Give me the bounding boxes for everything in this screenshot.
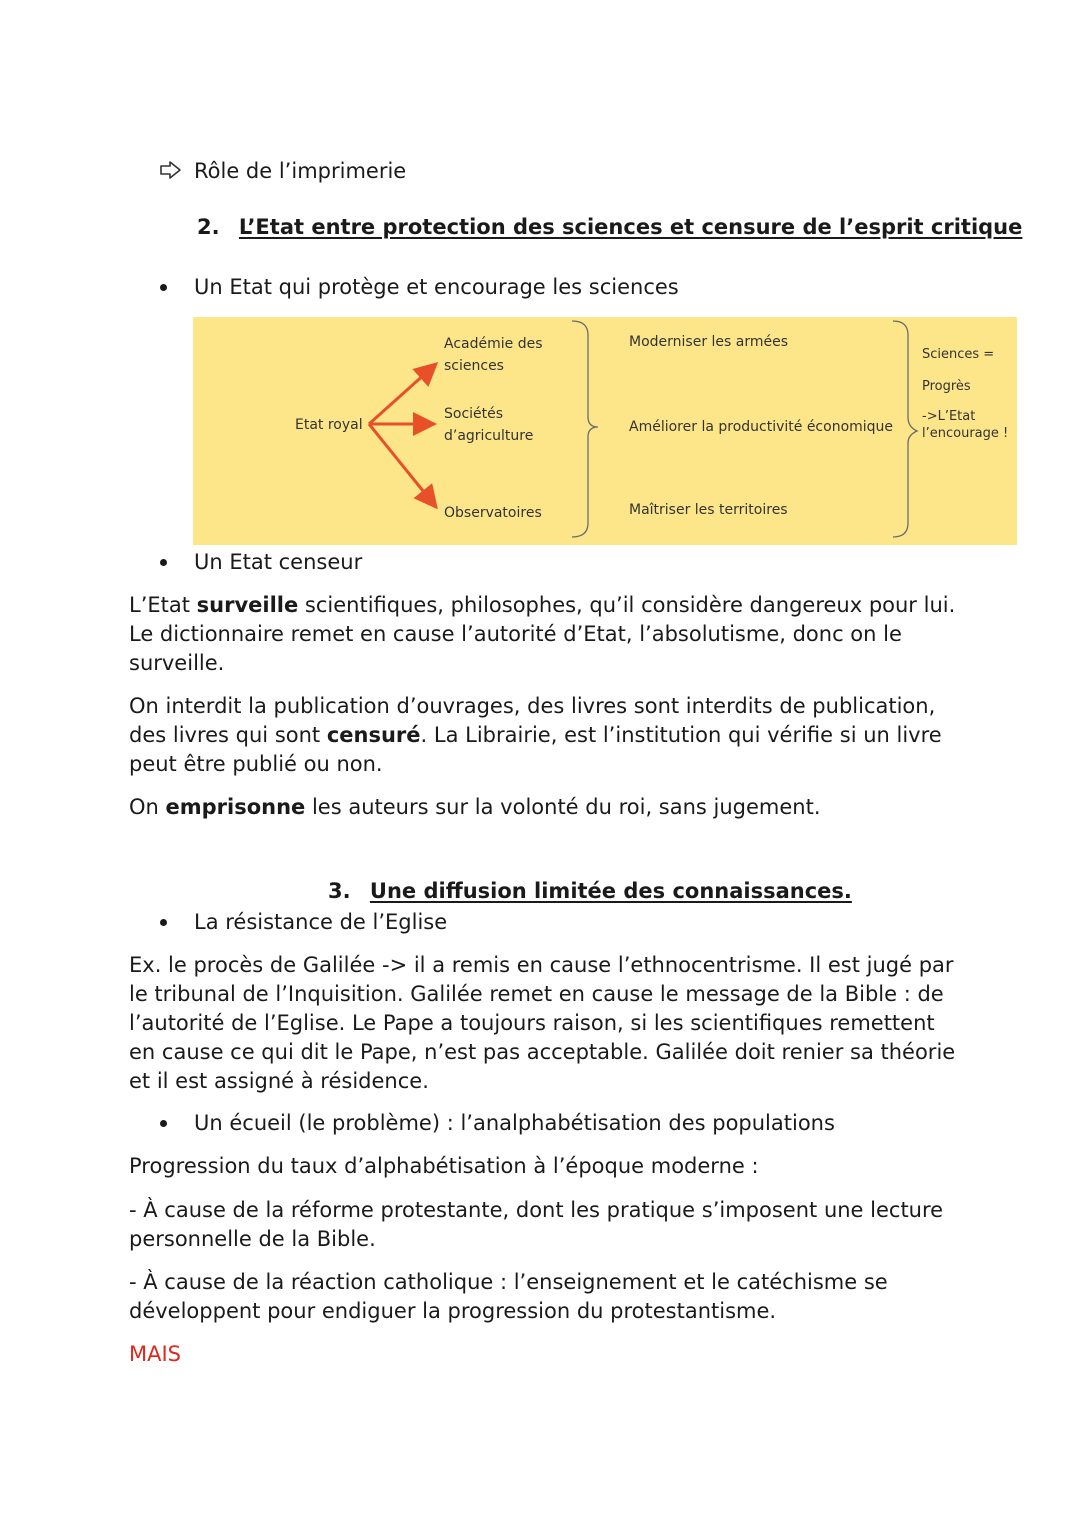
bullet-dot-icon — [160, 559, 167, 566]
diagram-conclusion-1: Sciences = — [922, 347, 995, 362]
arrow-item-text: Rôle de l’imprimerie — [194, 159, 407, 183]
paragraph-surveille — [129, 591, 959, 678]
paragraph-reforme: - À cause de la réforme protestante, dont les pratique s’imposent une lecture personnelle de la Bible. — [129, 1198, 944, 1251]
brace-goals — [893, 321, 917, 537]
section-2-number: 2. — [197, 215, 220, 239]
diagram-conclusion-2: Progrès — [922, 379, 971, 394]
bullet-etat-censeur: Un Etat censeur — [194, 550, 363, 574]
paragraph-galilee: Ex. le procès de Galilée -> il a remis en cause l’ethnocentrisme. Il est jugé par le tribunal de l’Inquisition. Galilée remet en cause le message de la Bible : de l’autorité de l’Eglise. Le Pape a toujours raison, si les scientifiques remettent en cause ce qui dit le Pape, n’est pas acceptable. Galilée doit renier sa théorie et il est assigné à résidence. — [129, 953, 956, 1093]
bullet-dot-icon — [160, 1120, 167, 1127]
text: L’Etat — [129, 593, 197, 617]
diagram-institution-3: Observatoires — [444, 505, 542, 521]
diagram-institution-1: Académie des sciences — [444, 336, 543, 374]
sciences-diagram — [193, 317, 1017, 545]
section-2-heading — [197, 215, 1022, 239]
text: scientifiques, philosophes, qu’il considère dangereux pour lui. Le dictionnaire remet en cause l’autorité d’Etat, l’absolutisme, donc on le surveille. — [129, 593, 956, 675]
paragraph-reaction-catholique: - À cause de la réaction catholique : l’enseignement et le catéchisme se développent pour endiguer la progression du protestantisme. — [129, 1270, 888, 1323]
brace-institutions — [572, 321, 598, 537]
diagram-goal-1: Moderniser les armées — [629, 334, 789, 350]
bold-emprisonne: emprisonne — [165, 795, 306, 819]
bold-censure: censuré — [326, 723, 421, 747]
bullet-dot-icon — [160, 919, 167, 926]
diagram-goal-2: Améliorer la productivité économique — [629, 419, 894, 435]
diagram-source: Etat royal — [295, 417, 363, 433]
text: . La Librairie, est l’institution qui vérifie si un livre peut être publié ou non. — [129, 723, 942, 776]
bullet-resistance-eglise: La résistance de l’Eglise — [194, 910, 448, 934]
section-2-title: L’Etat entre protection des sciences et censure de l’esprit critique — [238, 215, 1023, 239]
diagram-institution-2: Sociétés d’agriculture — [444, 406, 534, 444]
bold-surveille: surveille — [196, 593, 299, 617]
bullet-protect-sciences: Un Etat qui protège et encourage les sciences — [194, 275, 679, 299]
section-3-heading — [328, 879, 852, 903]
arrow-to-observatoires — [369, 424, 436, 507]
paragraph-emprisonne — [129, 793, 959, 822]
diagram-goal-3: Maîtriser les territoires — [629, 502, 788, 518]
text: les auteurs sur la volonté du roi, sans jugement. — [305, 795, 821, 819]
paragraph-mais: MAIS — [129, 1342, 182, 1366]
diagram-conclusion-3: ->L’Etat l’encourage ! — [922, 409, 1009, 441]
text: On — [129, 795, 166, 819]
paragraph-censure — [129, 692, 959, 779]
section-3-title: Une diffusion limitée des connaissances. — [369, 879, 852, 903]
arrow-to-academie — [369, 364, 436, 424]
hollow-right-arrow-icon — [160, 160, 182, 184]
text: On interdit la publication d’ouvrages, des livres sont interdits de publication, des livres qui sont — [129, 694, 936, 747]
bullet-dot-icon — [160, 284, 167, 291]
bullet-ecueil: Un écueil (le problème) : l’analphabétisation des populations — [194, 1111, 835, 1135]
section-3-number: 3. — [328, 879, 351, 903]
paragraph-progression: Progression du taux d’alphabétisation à l’époque moderne : — [129, 1154, 759, 1178]
